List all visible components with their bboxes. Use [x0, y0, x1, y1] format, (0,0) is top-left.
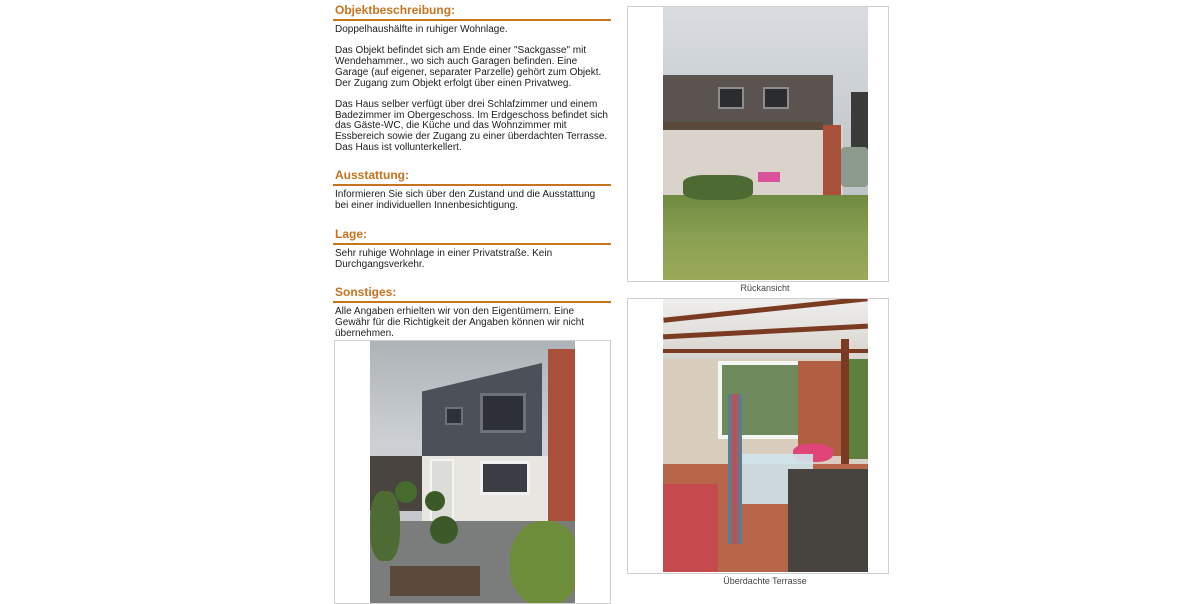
section-ausstattung	[333, 165, 611, 211]
section-objektbeschreibung	[333, 0, 611, 153]
photo-caption-terrace: Überdachte Terrasse	[723, 576, 807, 586]
flower-bed	[390, 566, 480, 596]
water-tank	[841, 147, 868, 187]
left-column	[333, 0, 611, 351]
topiary	[395, 481, 417, 503]
section-heading: Sonstiges:	[333, 282, 611, 303]
section-lage	[333, 224, 611, 270]
section-body	[333, 21, 611, 153]
lawn	[663, 195, 868, 280]
section-body	[333, 186, 611, 211]
section-sonstiges	[333, 282, 611, 339]
section-heading: Lage:	[333, 224, 611, 245]
topiary	[425, 491, 445, 511]
back-view-image	[663, 7, 868, 280]
terrace-image	[663, 299, 868, 572]
photo-back-view	[627, 6, 889, 282]
garden	[849, 359, 868, 459]
paragraph: Alle Angaben erhielten wir von den Eigentümern. Eine Gewähr für die Richtigkeit der Angaben können wir nicht übernehmen.	[335, 306, 585, 339]
photo-terrace	[627, 298, 889, 574]
topiary	[430, 516, 458, 544]
roof	[663, 75, 833, 127]
section-heading: Objektbeschreibung:	[333, 0, 611, 21]
bush	[370, 491, 400, 561]
window	[480, 393, 526, 433]
section-body	[333, 303, 611, 339]
red-chair	[663, 484, 718, 572]
plants	[683, 175, 753, 200]
porch-roof	[663, 122, 823, 130]
neighbour-house	[851, 92, 868, 152]
paragraph: Sehr ruhige Wohnlage in einer Privatstraße. Kein Durchgangsverkehr.	[335, 247, 553, 270]
paragraph: Das Haus selber verfügt über drei Schlafzimmer und einem Badezimmer im Obergeschoss. Im Erdgeschoss befindet sich das Gäste-WC, die Küche und das Wohnzimmer mit Essbereich sowie der Zugang zu einer überdachten Terrasse.	[335, 98, 608, 142]
window	[445, 407, 463, 425]
pink-cushion	[758, 172, 780, 182]
section-body	[333, 245, 611, 270]
paragraph: Informieren Sie sich über den Zustand und die Ausstattung bei einer individuellen Innenbesichtigung.	[335, 189, 596, 212]
brick-wall	[798, 361, 841, 456]
brick-wall	[823, 125, 841, 195]
paragraph: Das Haus ist vollunterkellert.	[335, 141, 462, 153]
photo-house-front	[334, 340, 611, 604]
roof-beam	[663, 349, 868, 353]
photo-caption-back-view: Rückansicht	[740, 283, 790, 293]
house-front-image	[370, 341, 575, 603]
window	[480, 461, 530, 495]
paragraph: Doppelhaushälfte in ruhiger Wohnlage.	[335, 24, 508, 35]
paragraph: Das Objekt befindet sich am Ende einer "Sackgasse" mit Wendehammer., wo sich auch Garagen befinden. Eine Garage (auf eigener, separater Parzelle) gehört zum Objekt. Der Zugang zum Objekt erfolgt über einen Privatweg.	[335, 45, 602, 89]
dark-chair	[788, 469, 868, 572]
window	[718, 87, 744, 109]
window	[763, 87, 789, 109]
bush	[510, 521, 575, 603]
section-heading: Ausstattung:	[333, 165, 611, 186]
parasol	[728, 394, 742, 544]
